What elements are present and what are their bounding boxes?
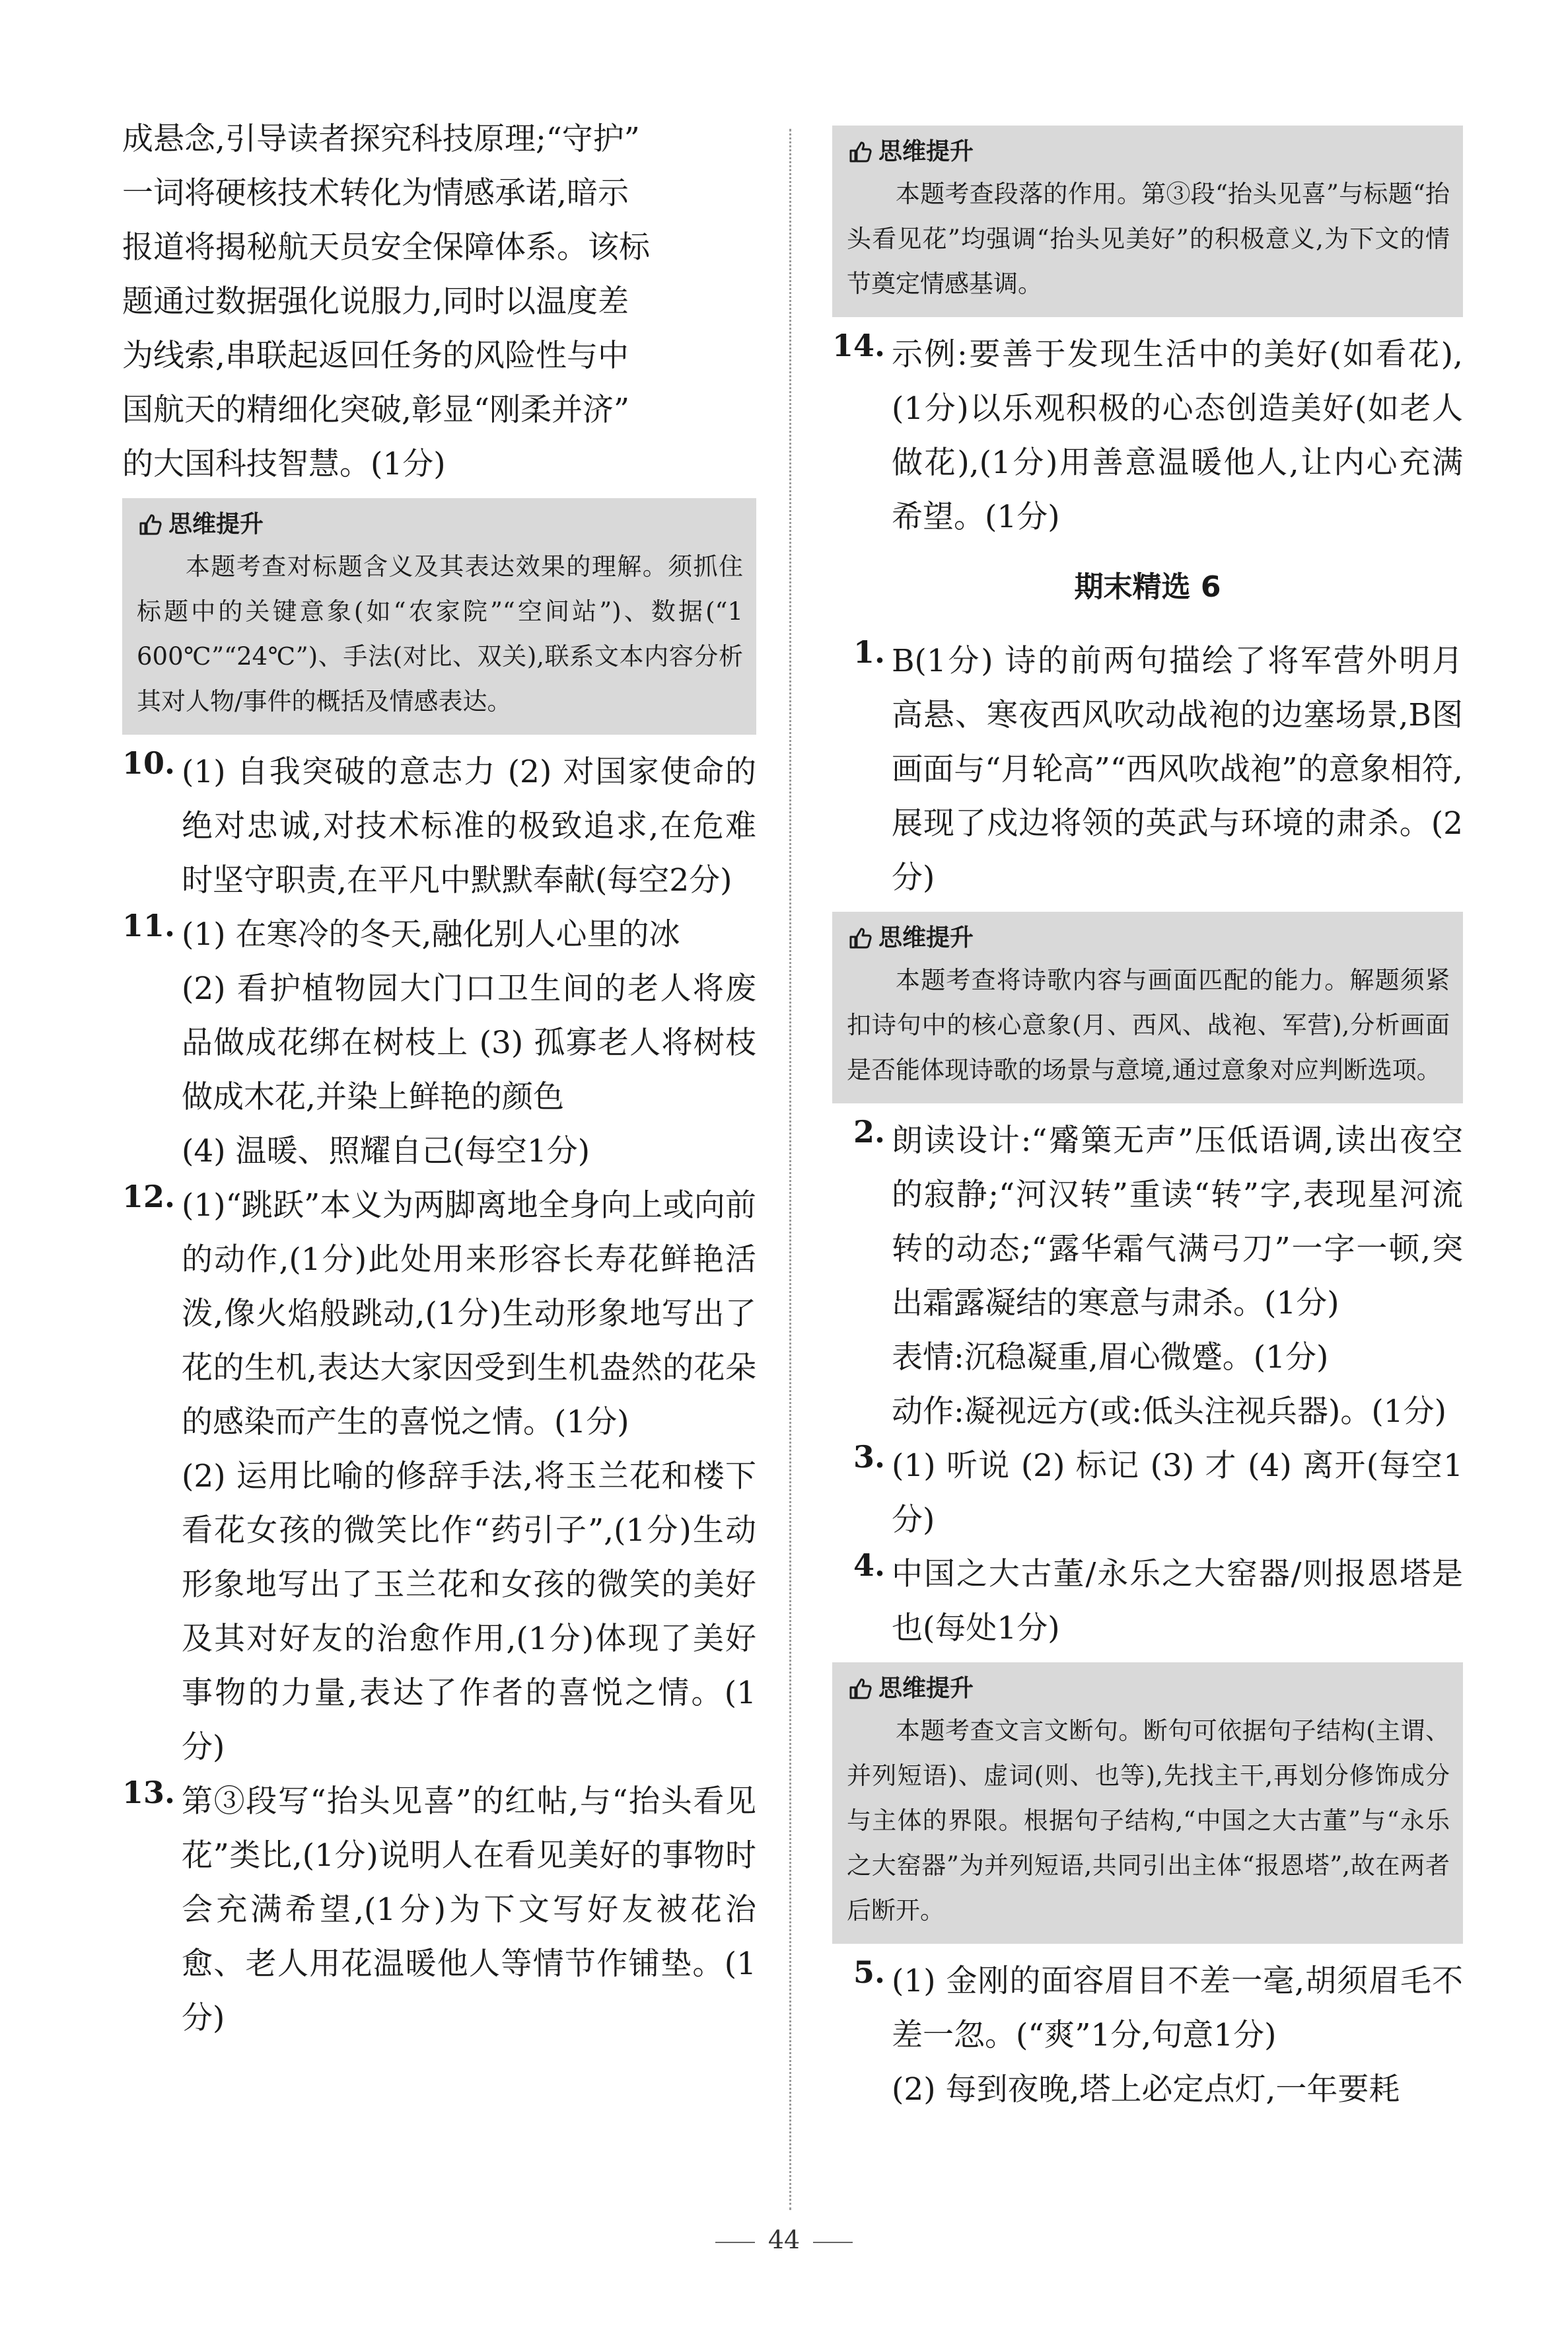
answer-q2 [832, 1114, 1463, 1439]
thinking-box-header [137, 505, 743, 544]
answer-q10 [122, 745, 756, 908]
left-column [122, 112, 756, 2046]
footer-dash [813, 2242, 853, 2243]
answer-text: (1) 听说 (2) 标记 (3) 才 (4) 离开(每空1分) [892, 1448, 1463, 1538]
answer-text: B(1分) 诗的前两句描绘了将军营外明月高悬、寒夜西风吹动战袍的边塞场景,B图画面与“月轮高”“西风吹战袍”的意象相符,展现了戍边将领的英武与环境的肃杀。(2分) [892, 643, 1463, 896]
thumbs-up-icon [847, 139, 873, 165]
answer-q3 [832, 1439, 1463, 1547]
right-column [832, 112, 1463, 2117]
thinking-box-text: 本题考查段落的作用。第③段“抬头见喜”与标题“抬头看见花”均强调“抬头见美好”的积极意义,为下文的情节奠定情感基调。 [847, 180, 1450, 298]
thinking-box-title: 思维提升 [168, 511, 264, 538]
question-number: 5. [853, 1954, 885, 1990]
thinking-box-q4 [832, 1662, 1463, 1944]
section-title: 期末精选 6 [1074, 570, 1221, 604]
page-number: 44 [767, 2225, 801, 2254]
question-number: 10. [122, 745, 176, 781]
page-footer [0, 2225, 1568, 2254]
thinking-box-header [847, 918, 1450, 958]
question-number: 1. [853, 634, 885, 670]
answer-q4 [832, 1547, 1463, 1656]
q9-line: 报道将揭秘航天员安全保障体系。该标 [122, 229, 650, 266]
answer-text: (1)“跳跃”本义为两脚离地全身向上或向前的动作,(1分)此处用来形容长寿花鲜艳活泼,像火焰般跳动,(1分)生动形象地写出了花的生机,表达大家因受到生机盎然的花朵的感染而产生的喜悦之情。(1分) [182, 1187, 756, 1440]
answer-q14 [832, 328, 1463, 544]
answer-text: (2) 每到夜晚,塔上必定点灯,一年要耗 [892, 2071, 1400, 2108]
q9-answer-continuation [122, 112, 756, 492]
answer-text: (1) 自我突破的意志力 (2) 对国家使命的绝对忠诚,对技术标准的极致追求,在危难时坚守职责,在平凡中默默奉献(每空2分) [182, 754, 756, 899]
q9-line: 成悬念,引导读者探究科技原理;“守护” [122, 121, 640, 157]
question-number: 2. [853, 1114, 885, 1150]
thinking-box-q1 [832, 912, 1463, 1103]
question-number: 3. [853, 1439, 885, 1475]
answer-q12 [122, 1179, 756, 1775]
answer-q13 [122, 1775, 756, 2046]
answer-q11 [122, 908, 756, 1179]
answer-text: 第③段写“抬头见喜”的红帖,与“抬头看见花”类比,(1分)说明人在看见美好的事物时会充满希望,(1分)为下文写好友被花治愈、老人用花温暖他人等情节作铺垫。(1分) [182, 1783, 756, 2036]
answer-text: 朗读设计:“觱篥无声”压低语调,读出夜空的寂静;“河汉转”重读“转”字,表现星河流转的动态;“露华霜气满弓刀”一字一顿,突出霜露凝结的寒意与肃杀。(1分) [892, 1123, 1463, 1321]
answer-q5 [832, 1954, 1463, 2117]
answer-text: (1) 在寒冷的冬天,融化别人心里的冰 [182, 916, 680, 953]
answer-text: (4) 温暖、照耀自己(每空1分) [182, 1133, 590, 1169]
thumbs-up-icon [847, 925, 873, 951]
question-number: 13. [122, 1775, 176, 1810]
answer-q1 [832, 634, 1463, 905]
answer-text: 中国之大古董/永乐之大窑器/则报恩塔是也(每处1分) [892, 1556, 1463, 1646]
thinking-box-title: 思维提升 [878, 138, 974, 165]
thinking-box-header [847, 132, 1450, 172]
thinking-box-header [847, 1669, 1450, 1709]
footer-dash [715, 2242, 755, 2243]
column-divider [789, 129, 791, 2210]
answer-text: (2) 运用比喻的修辞手法,将玉兰花和楼下看花女孩的微笑比作“药引子”,(1分)生动形象地写出了玉兰花和女孩的微笑的美好及其对好友的治愈作用,(1分)体现了美好事物的力量,表达了作者的喜悦之情。(1分) [182, 1458, 756, 1765]
answer-text: (1) 金刚的面容眉目不差一毫,胡须眉毛不差一忽。(“爽”1分,句意1分) [892, 1963, 1463, 2053]
answer-text: 表情:沉稳凝重,眉心微蹙。(1分) [892, 1339, 1329, 1376]
thumbs-up-icon [847, 1676, 873, 1702]
q9-line: 一词将硬核技术转化为情感承诺,暗示 [122, 175, 629, 211]
thinking-box-title: 思维提升 [878, 1675, 974, 1702]
thinking-box-text: 本题考查文言文断句。断句可依据句子结构(主谓、并列短语)、虚词(则、也等),先找主干,再划分修饰成分与主体的界限。根据句子结构,“中国之大古董”与“永乐之大窑器”为并列短语,共同引出主体“报恩塔”,故在两者后断开。 [847, 1716, 1450, 1925]
thinking-box-title: 思维提升 [878, 924, 974, 951]
q9-line: 为线索,串联起返回任务的风险性与中 [122, 338, 629, 374]
answer-text: 示例:要善于发现生活中的美好(如看花),(1分)以乐观积极的心态创造美好(如老人做花),(1分)用善意温暖他人,让内心充满希望。(1分) [892, 336, 1463, 535]
thinking-box-q13 [832, 126, 1463, 317]
thinking-box-text: 本题考查对标题含义及其表达效果的理解。须抓住标题中的关键意象(如“农家院”“空间站”)、数据(“1 600℃”“24℃”)、手法(对比、双关),联系文本内容分析其对人物/事件的概括及情感表达。 [137, 552, 743, 716]
q9-line: 国航天的精细化突破,彰显“刚柔并济” [122, 392, 629, 428]
q9-line: 的大国科技智慧。(1分) [122, 446, 446, 482]
answer-text: 动作:凝视远方(或:低头注视兵器)。(1分) [892, 1393, 1446, 1430]
question-number: 14. [832, 328, 886, 363]
q9-line: 题通过数据强化说服力,同时以温度差 [122, 283, 629, 320]
question-number: 11. [122, 908, 176, 943]
thumbs-up-icon [137, 511, 163, 538]
thinking-box-q9 [122, 498, 756, 735]
question-number: 4. [853, 1547, 885, 1583]
thinking-box-text: 本题考查将诗歌内容与画面匹配的能力。解题须紧扣诗句中的核心意象(月、西风、战袍、军营),分析画面是否能体现诗歌的场景与意境,通过意象对应判断选项。 [847, 966, 1450, 1084]
answer-text: (2) 看护植物园大门口卫生间的老人将废品做成花绑在树枝上 (3) 孤寡老人将树枝做成木花,并染上鲜艳的颜色 [182, 971, 756, 1115]
question-number: 12. [122, 1179, 176, 1214]
